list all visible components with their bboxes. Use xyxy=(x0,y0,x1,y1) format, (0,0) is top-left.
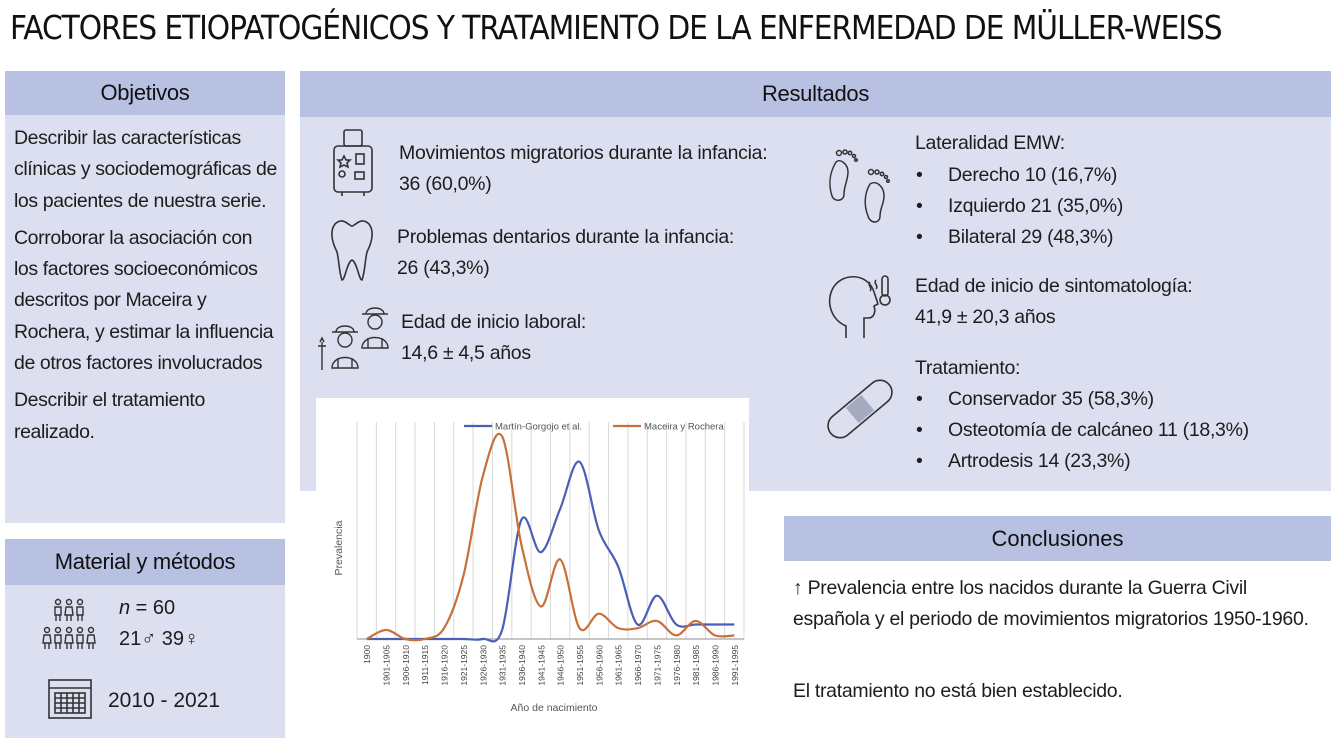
workers-icon xyxy=(318,302,396,372)
chart-x-tick-label: 1911-1915 xyxy=(420,645,431,686)
treatment-item-osteotomy: • Osteotomía de calcáneo 11 (18,3%) xyxy=(916,415,1249,446)
chart-x-tick-label: 1961-1965 xyxy=(613,645,624,686)
chart-x-tick-label: 1901-1905 xyxy=(381,645,392,686)
suitcase-icon xyxy=(330,128,376,198)
chart-x-tick-label: 1906-1910 xyxy=(400,645,411,686)
n-symbol: n xyxy=(119,597,131,619)
objetivo-3: Describir el tratamiento realizado. xyxy=(14,389,205,443)
chart-x-tick-label: 1931-1935 xyxy=(497,645,508,686)
people-icon xyxy=(41,597,105,653)
chart-x-tick-label: 1921-1925 xyxy=(458,645,469,686)
chart-x-tick-label: 1951-1955 xyxy=(575,645,586,686)
chart-x-tick-label: 1991-1995 xyxy=(729,645,740,686)
poster-title: FACTORES ETIOPATOGÉNICOS Y TRATAMIENTO DE LA ENFERMEDAD DE MÜLLER-WEISS xyxy=(10,8,1222,47)
laterality-item-left: • Izquierdo 21 (35,0%) xyxy=(916,191,1123,222)
sex-counts: 21♂ 39♀ xyxy=(119,628,200,650)
chart-x-tick-label: 1956-1960 xyxy=(594,645,605,686)
work-age-label: Edad de inicio laboral: xyxy=(401,311,586,333)
chart-legend-label: Martín-Gorgojo et al. xyxy=(495,421,583,433)
resultados-heading: Resultados xyxy=(300,71,1331,117)
objetivos-panel xyxy=(5,71,285,523)
sample-size xyxy=(119,597,175,620)
objetivo-2: Corroborar la asociación con los factores socioeconómicos descritos por Maceira y Rochera, y estimar la influencia de otros factores involucrados xyxy=(14,226,274,375)
onset-age-value: 41,9 ± 20,3 años xyxy=(915,306,1056,328)
chart-legend-label: Maceira y Rochera xyxy=(644,421,724,433)
chart-x-tick-label: 1926-1930 xyxy=(478,645,489,686)
footprints-icon xyxy=(826,144,894,226)
treatment-item-conservative: • Conservador 35 (58,3%) xyxy=(916,384,1249,415)
laterality-label: Lateralidad EMW: xyxy=(915,132,1065,154)
objetivos-heading: Objetivos xyxy=(5,71,285,115)
material-heading: Material y métodos xyxy=(5,539,285,585)
treatment-label: Tratamiento: xyxy=(915,357,1021,379)
dental-label: Problemas dentarios durante la infancia: xyxy=(397,226,735,248)
conclusion-1-text: Prevalencia entre los nacidos durante la Guerra Civil española y el periodo de movimientos migratorios 1950-1960. xyxy=(793,577,1309,630)
bandage-icon xyxy=(824,376,896,442)
laterality-item-bilateral: • Bilateral 29 (48,3%) xyxy=(916,222,1123,253)
calendar-icon xyxy=(47,676,93,720)
chart-x-tick-label: 1966-1970 xyxy=(633,645,644,686)
prevalence-chart-svg xyxy=(316,398,749,723)
chart-x-tick-label: 1946-1950 xyxy=(555,645,566,686)
laterality-list xyxy=(916,160,1123,253)
chart-y-axis-label: Prevalencia xyxy=(333,520,345,576)
objetivo-1: Describir las características clínicas y sociodemográficas de los pacientes de nuestra serie. xyxy=(14,127,277,212)
chart-x-tick-label: 1971-1975 xyxy=(652,645,663,686)
prevalence-chart xyxy=(316,398,749,723)
conclusion-1 xyxy=(793,573,1328,635)
onset-age-label: Edad de inicio de sintomatología: xyxy=(915,275,1193,297)
material-panel xyxy=(5,539,285,738)
conclusion-2: El tratamiento no está bien establecido. xyxy=(793,680,1123,702)
chart-x-axis-label: Año de nacimiento xyxy=(510,702,598,714)
dental-value: 26 (43,3%) xyxy=(397,257,490,279)
chart-x-tick-label: 1986-1990 xyxy=(710,645,721,686)
chart-x-tick-label: 1976-1980 xyxy=(671,645,682,686)
conclusiones-heading: Conclusiones xyxy=(784,516,1331,561)
chart-x-tick-label: 1916-1920 xyxy=(439,645,450,686)
migration-value: 36 (60,0%) xyxy=(399,173,492,195)
n-value: = 60 xyxy=(130,597,176,619)
treatment-item-arthrodesis: • Artrodesis 14 (23,3%) xyxy=(916,446,1249,477)
up-arrow-icon: ↑ xyxy=(793,577,803,599)
tooth-icon xyxy=(329,218,375,282)
fever-head-icon xyxy=(824,272,900,342)
migration-label: Movimientos migratorios durante la infancia: xyxy=(399,142,768,164)
study-period: 2010 - 2021 xyxy=(108,689,221,712)
chart-x-tick-label: 1936-1940 xyxy=(516,645,527,686)
treatment-list xyxy=(916,384,1249,477)
chart-x-tick-label: 1981-1985 xyxy=(691,645,702,686)
objetivos-list xyxy=(14,123,280,454)
chart-x-tick-label: 1941-1945 xyxy=(536,645,547,686)
work-age-value: 14,6 ± 4,5 años xyxy=(401,342,531,364)
laterality-item-right: • Derecho 10 (16,7%) xyxy=(916,160,1123,191)
chart-x-tick-label: 1900 xyxy=(362,645,373,664)
